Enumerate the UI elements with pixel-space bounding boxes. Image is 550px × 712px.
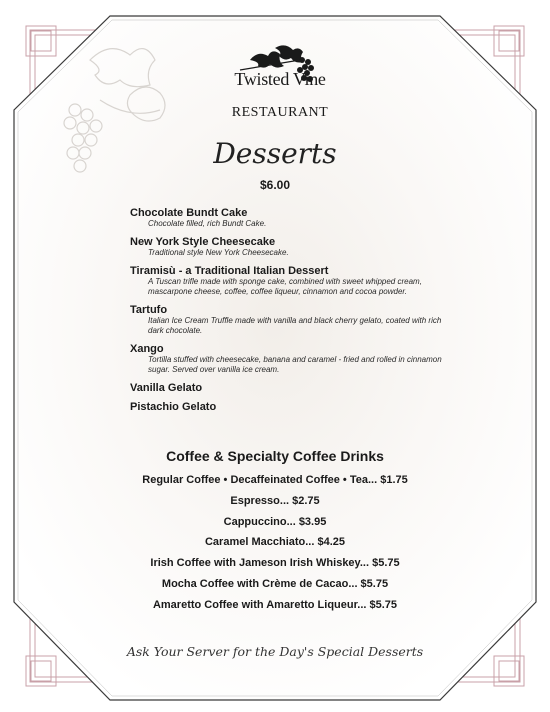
list-item bbox=[130, 265, 450, 297]
dessert-name: Tartufo bbox=[130, 304, 168, 316]
coffee-item: Irish Coffee with Jameson Irish Whiskey... $5.75 bbox=[150, 557, 400, 570]
list-item bbox=[130, 401, 450, 413]
dessert-price: $6.00 bbox=[259, 178, 291, 192]
page-title: Desserts bbox=[213, 137, 337, 170]
coffee-item: Cappuccino... $3.95 bbox=[223, 515, 327, 528]
list-item bbox=[130, 207, 450, 229]
dessert-name: Xango bbox=[130, 343, 164, 355]
dessert-description: Tortilla stuffed with cheesecake, banana and caramel - fried and rolled in cinnamon sugar. Served over vanilla ice cream. bbox=[148, 355, 442, 374]
dessert-name: Tiramisù - a Traditional Italian Dessert bbox=[130, 265, 329, 277]
dessert-description: A Tuscan trifle made with sponge cake, combined with sweet whipped cream, mascarpone cheese, coffee, coffee liqueur, cinnamon and cocoa powder. bbox=[148, 277, 422, 296]
list-item bbox=[130, 304, 450, 336]
dessert-description: Traditional style New York Cheesecake. bbox=[148, 248, 289, 257]
coffee-item: Espresso... $2.75 bbox=[230, 494, 320, 507]
restaurant-name: Twisted Vine bbox=[234, 69, 326, 89]
dessert-list bbox=[130, 207, 450, 420]
coffee-list bbox=[0, 473, 550, 619]
restaurant-subtitle: RESTAURANT bbox=[231, 105, 329, 120]
coffee-item: Caramel Macchiato... $4.25 bbox=[204, 536, 345, 549]
list-item bbox=[130, 236, 450, 258]
dessert-name: Pistachio Gelato bbox=[130, 401, 217, 413]
footer-note: Ask Your Server for the Day's Special Desserts bbox=[126, 644, 424, 659]
dessert-name: Vanilla Gelato bbox=[130, 382, 203, 394]
list-item bbox=[130, 382, 450, 394]
dessert-description: Italian Ice Cream Truffle made with vanilla and black cherry gelato, coated with rich dark chocolate. bbox=[148, 316, 442, 335]
coffee-item: Amaretto Coffee with Amaretto Liqueur... $5.75 bbox=[152, 598, 398, 611]
coffee-item: Regular Coffee • Decaffeinated Coffee • Tea... $1.75 bbox=[142, 474, 408, 486]
dessert-name: Chocolate Bundt Cake bbox=[130, 207, 248, 219]
list-item bbox=[130, 343, 450, 375]
dessert-description: Chocolate filled, rich Bundt Cake. bbox=[148, 219, 267, 228]
coffee-item: Mocha Coffee with Crème de Cacao... $5.75 bbox=[161, 577, 389, 590]
coffee-heading: Coffee & Specialty Coffee Drinks bbox=[166, 448, 384, 464]
dessert-name: New York Style Cheesecake bbox=[130, 236, 276, 248]
